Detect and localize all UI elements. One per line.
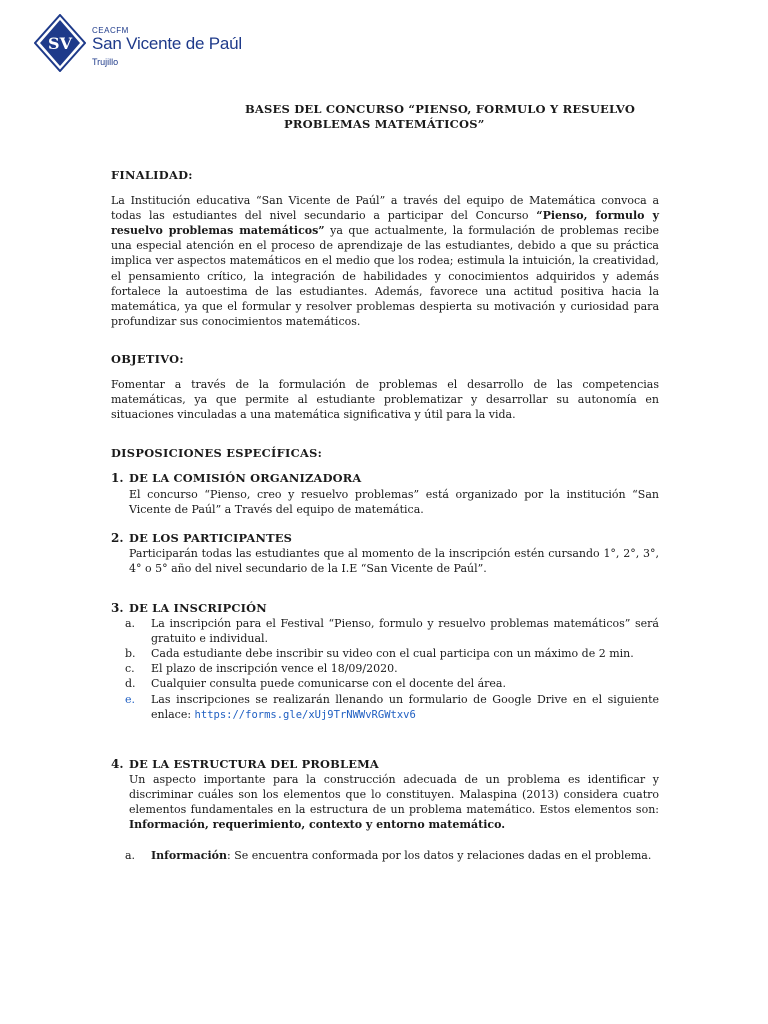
- finalidad-paragraph: [111, 193, 659, 329]
- section-2-text: Participarán todas las estudiantes que al momento de la inscripción estén cursando 1°, 2°, 3°, 4° o 5° año del nivel secundario de la I.E “San Vicente de Paúl”.: [129, 546, 659, 575]
- finalidad-text-1: La Institución educativa “San Vicente de Paúl” a través del equipo de Matemática convoca a todas las estudiantes del nivel secundario a participar del Concurso: [111, 194, 659, 223]
- school-logo: [34, 14, 242, 72]
- objetivo-paragraph: Fomentar a través de la formulación de problemas el desarrollo de las competencias matemáticas, ya que permite al estudiante problematizar y desarrollar su autonomía en situaciones vinculadas a una matemática significativa y útil para la vida.: [111, 378, 659, 422]
- section-2-heading: DE LOS PARTICIPANTES: [129, 530, 293, 545]
- logo-school-name: San Vicente de Paúl: [92, 34, 242, 53]
- elements-list-bold: Información, requerimiento, contexto y entorno matemático.: [129, 818, 506, 832]
- section-4: [111, 757, 659, 772]
- finalidad-text-2: ya que actualmente, la formulación de problemas recibe una especial atención en el proceso de aprendizaje de las estudiantes, debido a que su práctica implica ver aspectos matemáticos en el medio que los rodea; estimula la intuición, la creatividad, el pensamiento crítico, la integración de habilidades y conocimientos adquiridos y además fortalece la autoestima de las estudiantes. Además, favorece una actitud positiva hacia la matemática, ya que el formular y resolver problemas despierta su motivación y curiosidad para profundizar sus conocimientos matemáticos.: [111, 224, 659, 328]
- section-1-number: 1.: [111, 471, 124, 486]
- list-item: c. El plazo de inscripción vence el 18/09/2020.: [125, 662, 398, 676]
- title-line-1: BASES DEL CONCURSO “PIENSO, FORMULO Y RESUELVO: [245, 102, 636, 116]
- disposiciones-heading: DISPOSICIONES ESPECÍFICAS:: [111, 446, 323, 461]
- section-4-heading: DE LA ESTRUCTURA DEL PROBLEMA: [129, 756, 379, 771]
- crest-monogram: SV: [48, 34, 72, 53]
- section-1-heading: DE LA COMISIÓN ORGANIZADORA: [129, 471, 362, 486]
- logo-city: Trujillo: [92, 57, 119, 67]
- section-1: [111, 471, 659, 486]
- inscripcion-list: [125, 616, 659, 723]
- estructura-list: [125, 848, 659, 863]
- list-item: a. Información: Se encuentra conformada por los datos y relaciones dadas en el problema.: [125, 849, 652, 863]
- finalidad-contest-name: “Pienso, formulo y resuelvo problemas matemáticos”: [111, 209, 660, 238]
- section-2-number: 2.: [111, 530, 124, 545]
- section-4-text: Un aspecto importante para la construcción adecuada de un problema es identificar y discriminar cuáles son los elementos que lo constituyen. Malaspina (2013) considera cuatro elementos fundamentales en la estructura de un problema matemático. Estos elementos son: Información, requerimiento, contexto y entorno matemático.: [129, 772, 659, 832]
- school-crest-icon: [34, 14, 86, 72]
- section-2: [111, 531, 659, 546]
- title-line-2: PROBLEMAS MATEMÁTICOS”: [284, 117, 485, 131]
- section-3-number: 3.: [111, 600, 124, 615]
- logo-acronym: CEACFM: [92, 26, 129, 35]
- finalidad-heading: FINALIDAD:: [111, 168, 193, 182]
- section-4-number: 4.: [111, 756, 124, 771]
- objetivo-heading: OBJETIVO:: [111, 351, 184, 366]
- google-form-link[interactable]: https://forms.gle/xUj9TrNWWvRGWtxv6: [194, 708, 416, 721]
- list-item: d. Cualquier consulta puede comunicarse con el docente del área.: [125, 677, 506, 691]
- list-item: a. La inscripción para el Festival “Pienso, formulo y resuelvo problemas matemáticos” será gratuito e individual.: [125, 617, 659, 646]
- list-item: b. Cada estudiante debe inscribir su video con el cual participa con un máximo de 2 min.: [125, 647, 634, 661]
- document-title: [245, 102, 635, 132]
- list-item: e. Las inscripciones se realizarán llenando un formulario de Google Drive en el siguiente enlace: https://forms.gle/xUj9TrNWWvRGWtxv6: [125, 692, 659, 721]
- document-body: [111, 168, 659, 863]
- section-3-heading: DE LA INSCRIPCIÓN: [129, 600, 267, 615]
- section-3: [111, 601, 659, 616]
- section-1-text: El concurso “Pienso, creo y resuelvo problemas” está organizado por la institución “San Vicente de Paúl” a Través del equipo de matemática.: [129, 487, 659, 516]
